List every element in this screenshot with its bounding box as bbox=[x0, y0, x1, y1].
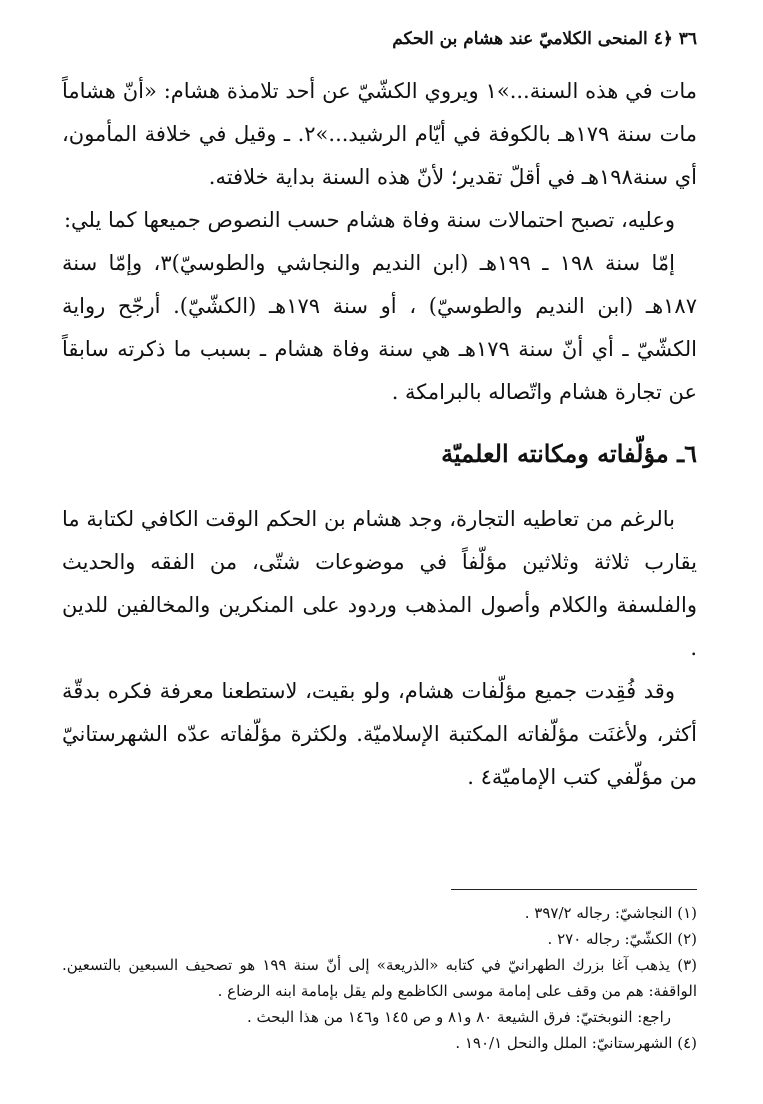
footnote-1: (١) النجاشيّ: رجاله ٣٩٧/٢ . bbox=[524, 904, 697, 922]
footnotes-separator bbox=[451, 889, 697, 890]
running-head: ٣٦ ﴿٤ المنحى الكلاميّ عند هشام بن الحكم bbox=[392, 29, 697, 49]
paragraph-works-lost: وقد فُقِدت جميع مؤلّفات هشام، ولو بقيت، لاستطعنا معرفة فكره بدقّة أكثر، ولأغنَت مؤلّفاته المكتبة الإسلاميّة. ولكثرة مؤلّفاته عدّه الشهرستانيّ من مؤلّفي كتب الإماميّة٤ . bbox=[62, 679, 697, 789]
paragraph-works-count: بالرغم من تعاطيه التجارة، وجد هشام بن الحكم الوقت الكافي لكتابة ما يقارب ثلاثة وثلاثين مؤلّفاً في موضوعات شتّى، من الفقه والحديث والفلسفة والكلام وأصول المذهب وردود على المنكرين والمخالفين للدين . bbox=[62, 507, 697, 660]
section-heading: ٦ـ مؤلّفاته ومكانته العلميّة bbox=[441, 439, 697, 468]
paragraph-death-year-options: إمّا سنة ١٩٨ ـ ١٩٩هـ (ابن النديم والنجاشي والطوسيّ)٣، وإمّا سنة ١٨٧هـ (ابن النديم والطوسيّ) ، أو سنة ١٧٩هـ (الكشّيّ). أرجّح رواية الكشّيّ ـ أي أنّ سنة ١٧٩هـ هي سنة وفاة هشام ـ بسبب ما ذكرته سابقاً عن تجارة هشام واتّصاله بالبرامكة . bbox=[62, 251, 697, 404]
footnote-2: (٢) الكشّيّ: رجاله ٢٧٠ . bbox=[547, 930, 697, 948]
paragraph-death-year-narration: مات في هذه السنة...»١ ويروي الكشّيّ عن أحد تلامذة هشام: «أنّ هشاماً مات سنة ١٧٩هـ بالكوفة في أيّام الرشيد...»٢. ـ وقيل في خلافة المأمون، أي سنة١٩٨هـ في أقلّ تقدير؛ لأنّ هذه السنة بداية خلافته. bbox=[62, 79, 697, 189]
footnote-3-continuation: راجع: النوبختيّ: فرق الشيعة ٨٠ و٨١ و ص ١٤٥ و١٤٦ من هذا البحث . bbox=[247, 1008, 671, 1026]
paragraph-death-year-summary: وعليه، تصبح احتمالات سنة وفاة هشام حسب النصوص جميعها كما يلي: bbox=[63, 208, 675, 232]
footnote-4: (٤) الشهرستانيّ: الملل والنحل ١٩٠/١ . bbox=[455, 1034, 697, 1052]
footnote-3: (٣) يذهب آغا بزرك الطهرانيّ في كتابه «الذريعة» إلى أنّ سنة ١٩٩ هو تصحيف السبعين بالتسعين. الواقفة: هم من وقف على إمامة موسى الكاظمع ولم يقل بإمامة ابنه الرضاع . bbox=[62, 956, 697, 1000]
